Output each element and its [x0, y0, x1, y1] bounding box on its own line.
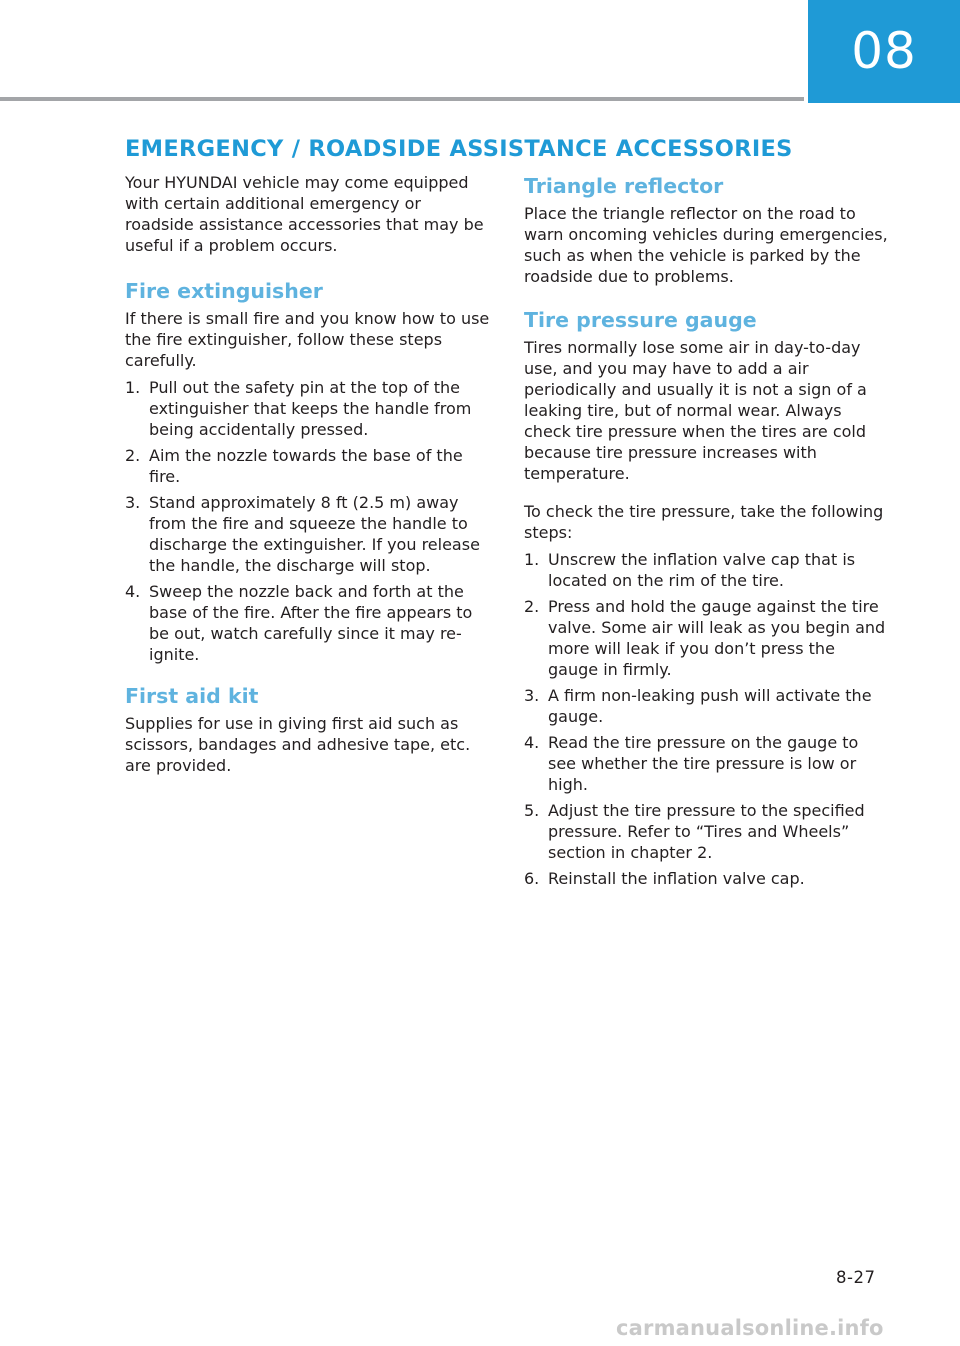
list-item: [125, 581, 490, 665]
list-item: [524, 549, 889, 591]
fire-extinguisher-text: If there is small fire and you know how to use the fire extinguisher, follow these steps carefully.: [125, 309, 490, 370]
triangle-reflector-heading: Triangle reflector: [524, 174, 724, 198]
list-item: [125, 492, 490, 576]
list-item: [524, 800, 889, 863]
step-text: Aim the nozzle towards the base of the fire.: [149, 446, 463, 486]
first-aid-kit-heading: First aid kit: [125, 684, 259, 708]
fire-extinguisher-steps: [125, 377, 490, 665]
first-aid-kit-text: Supplies for use in giving first aid such as scissors, bandages and adhesive tape, etc. are provided.: [125, 714, 471, 775]
step-number: 2.: [524, 597, 540, 616]
tire-pressure-gauge-text: Tires normally lose some air in day-to-day use, and you may have to add a air periodically and usually it is not a sign of a leaking tire, but of normal wear. Always check tire pressure when the tires are cold because tire pressure increases with temperature.: [524, 338, 867, 483]
step-text: Sweep the nozzle back and forth at the base of the fire. After the fire appears to be out, watch carefully since it may re-ignite.: [149, 582, 473, 664]
tire-pressure-steps: [524, 549, 889, 889]
step-number: 1.: [125, 378, 141, 397]
list-item: [125, 445, 490, 487]
tire-pressure-gauge-heading: Tire pressure gauge: [524, 308, 757, 332]
chapter-tab: 08: [808, 0, 960, 103]
list-item: [524, 685, 889, 727]
fire-extinguisher-heading: Fire extinguisher: [125, 279, 323, 303]
step-text: Unscrew the inflation valve cap that is located on the rim of the tire.: [548, 550, 856, 590]
step-number: 3.: [125, 493, 141, 512]
step-number: 4.: [524, 733, 540, 752]
step-text: Stand approximately 8 ft (2.5 m) away from the fire and squeeze the handle to discharge the extinguisher. If you release the handle, the discharge will stop.: [149, 493, 480, 575]
step-text: A firm non-leaking push will activate the gauge.: [548, 686, 872, 726]
step-number: 4.: [125, 582, 141, 601]
step-number: 2.: [125, 446, 141, 465]
triangle-reflector-text: Place the triangle reflector on the road to warn oncoming vehicles during emergencies, such as when the vehicle is parked by the roadside due to problems.: [524, 204, 888, 286]
tire-steps-intro: To check the tire pressure, take the following steps:: [524, 502, 884, 542]
list-item: [524, 596, 889, 680]
step-text: Reinstall the inflation valve cap.: [548, 869, 805, 888]
step-number: 1.: [524, 550, 540, 569]
step-text: Adjust the tire pressure to the specified pressure. Refer to “Tires and Wheels” section in chapter 2.: [548, 801, 865, 862]
step-text: Read the tire pressure on the gauge to see whether the tire pressure is low or high.: [548, 733, 859, 794]
list-item: [125, 377, 490, 440]
step-number: 5.: [524, 801, 540, 820]
left-column: [125, 172, 490, 776]
page-number: 8-27: [836, 1268, 876, 1287]
right-column: [524, 172, 889, 894]
watermark: carmanualsonline.info: [616, 1316, 884, 1340]
section-title: EMERGENCY / ROADSIDE ASSISTANCE ACCESSORIES: [125, 136, 793, 162]
step-number: 6.: [524, 869, 540, 888]
intro-paragraph: Your HYUNDAI vehicle may come equipped with certain additional emergency or roadside assistance accessories that may be useful if a problem occurs.: [125, 173, 484, 255]
step-number: 3.: [524, 686, 540, 705]
list-item: [524, 732, 889, 795]
step-text: Press and hold the gauge against the tire valve. Some air will leak as you begin and more will leak if you don’t press the gauge in firmly.: [548, 597, 886, 679]
list-item: [524, 868, 889, 889]
header-rule: [0, 97, 804, 101]
step-text: Pull out the safety pin at the top of the extinguisher that keeps the handle from being accidentally pressed.: [149, 378, 472, 439]
